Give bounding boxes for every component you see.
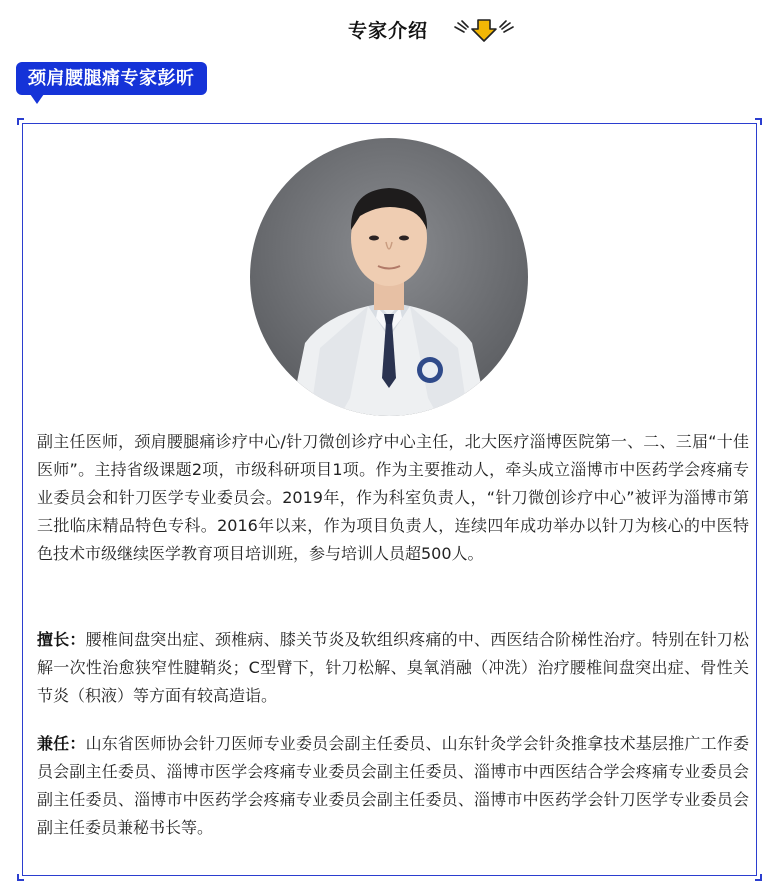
frame-corner: [17, 874, 24, 881]
specialty-text: 腰椎间盘突出症、颈椎病、膝关节炎及软组织疼痛的中、西医结合阶梯性治疗。特别在针刀松解一次性治愈狭窄性腱鞘炎；C型臂下，针刀松解、臭氧消融（冲洗）治疗腰椎间盘突出症、骨性关节炎（积液）等方面有较高造诣。: [37, 630, 749, 705]
positions-paragraph: [37, 730, 749, 842]
bio-paragraph: 副主任医师，颈肩腰腿痛诊疗中心/针刀微创诊疗中心主任，北大医疗淄博医院第一、二、三届“十佳医师”。主持省级课题2项，市级科研项目1项。作为主要推动人，牵头成立淄博市中医药学会疼痛专业委员会和针刀医学专业委员会。2019年，作为科室负责人，“针刀微创诊疗中心”被评为淄博市第三批临床精品特色专科。2016年以来，作为项目负责人，连续四年成功举办以针刀为核心的中医特色技术市级继续医学教育项目培训班，参与培训人员超500人。: [37, 432, 749, 563]
specialty-label: 擅长：: [37, 630, 86, 649]
down-arrow-icon: [452, 18, 516, 42]
doctor-portrait: [250, 138, 528, 416]
section-header: [0, 12, 775, 46]
page-title: 专家介绍: [348, 20, 429, 42]
expert-name-tag: 颈肩腰腿痛专家彭昕: [16, 62, 207, 95]
frame-corner: [755, 118, 762, 125]
frame-corner: [17, 118, 24, 125]
positions-label: 兼任：: [37, 734, 86, 753]
positions-text: 山东省医师协会针刀医师专业委员会副主任委员、山东针灸学会针灸推拿技术基层推广工作委员会副主任委员、淄博市医学会疼痛专业委员会副主任委员、淄博市中西医结合学会疼痛专业委员会副主任委员、淄博市中医药学会疼痛专业委员会副主任委员、淄博市中医药学会针刀医学专业委员会副主任委员兼秘书长等。: [37, 734, 749, 837]
frame-corner: [755, 874, 762, 881]
tag-pointer: [30, 94, 44, 104]
specialty-paragraph: [37, 626, 749, 710]
